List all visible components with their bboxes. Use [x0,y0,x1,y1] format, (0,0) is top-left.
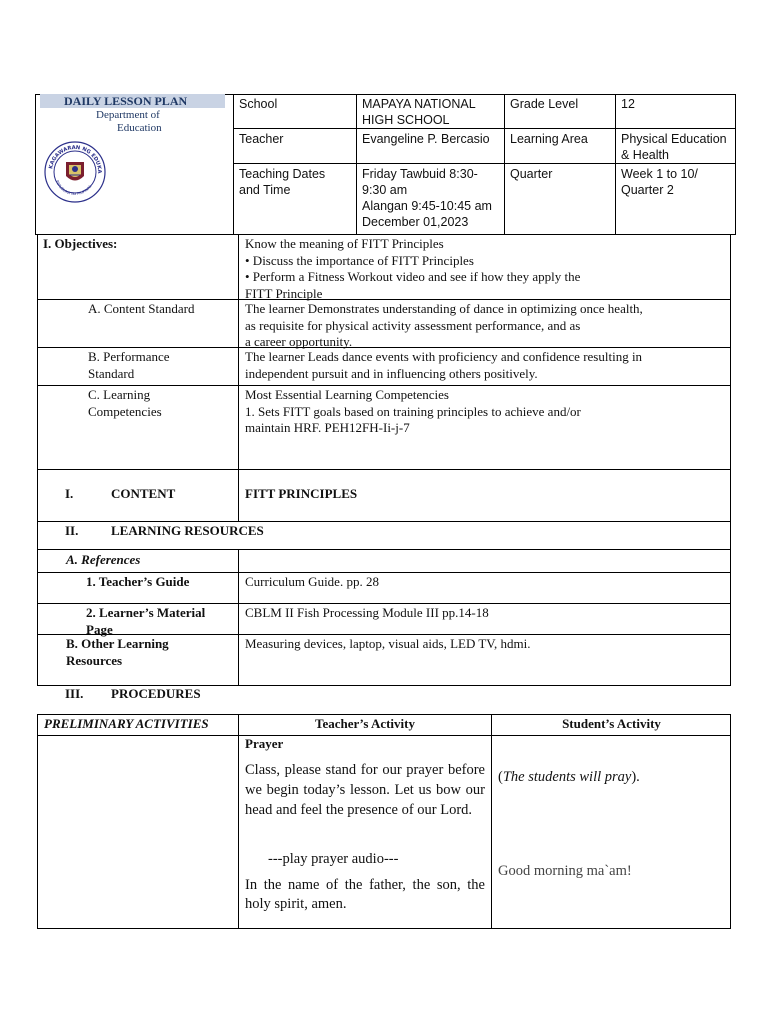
performance-standard-text: The learner Leads dance events with proficiency and confidence resulting in independent pursuit and in influencing others positively. [245,349,643,381]
content-standard-label: A. Content Standard [88,301,195,316]
teacher-label: Teacher [239,132,284,146]
divider [37,603,731,604]
learning-competencies-text: Most Essential Learning Competencies 1. Sets FITT goals based on training principles to achieve and/or maintain HRF. PEH12FH-Ii-j-7 [245,387,581,435]
grade-level-value: 12 [621,97,635,111]
department-line: Department of [96,109,160,121]
objectives-text: Know the meaning of FITT Principles • Discuss the importance of FITT Principles • Perform a Fitness Workout video and see if how they apply the FITT Principle [245,236,581,301]
learning-area-value: Physical Education & Health [621,132,727,162]
divider [37,385,731,386]
svg-text:REPUBLIKA NG PILIPINAS: REPUBLIKA NG PILIPINAS [54,179,93,197]
divider [233,94,234,235]
learning-competencies-label: C. Learning Competencies [88,387,162,419]
other-resources-value: Measuring devices, laptop, visual aids, LED TV, hdmi. [245,636,531,651]
procedures-label: PROCEDURES [111,686,201,701]
divider [615,94,616,235]
student-greeting: Good morning ma`am! [498,863,632,879]
divider [233,128,736,129]
school-value: MAPAYA NATIONAL HIGH SCHOOL [362,97,476,127]
teaching-dates-label: Teaching Dates and Time [239,167,326,197]
divider [233,163,736,164]
school-label: School [239,97,278,111]
prayer-text: Class, please stand for our prayer before we begin today’s lesson. Let us bow our head and feel the presence of our Lord. [245,762,485,819]
divider [238,549,239,686]
teachers-activity-header: Teacher’s Activity [314,716,415,731]
divider [37,735,731,736]
department-line: Education [117,122,162,134]
divider [504,94,505,235]
divider [491,714,492,929]
divider [37,521,731,522]
content-number: I. [65,486,74,501]
student-pray-response [498,768,640,786]
content-value: FITT PRINCIPLES [245,486,358,501]
prayer-audio-note: ---play prayer audio--- [268,851,399,867]
learning-resources-number: II. [65,523,79,538]
performance-standard-label: B. Performance Standard [88,349,170,381]
learning-area-label: Learning Area [510,132,588,146]
students-activity-header: Student’s Activity [562,716,661,731]
student-pray-text: The students will pray [502,769,632,785]
page-title: DAILY LESSON PLAN [40,94,225,108]
learning-resources-label: LEARNING RESOURCES [111,523,264,538]
learners-material-value: CBLM II Fish Processing Module III pp.14-18 [245,605,489,620]
divider [238,235,239,521]
learners-material-label: 2. Learner’s Material Page [86,605,206,637]
paren-close: ). [631,769,640,785]
svg-text:KAGAWARAN NG EDUKASYON: KAGAWARAN NG EDUKA [48,144,103,174]
paren-open: ( [498,769,503,785]
content-label: CONTENT [111,486,176,501]
divider [37,572,731,573]
divider [37,469,731,470]
teacher-value: Evangeline P. Bercasio [362,132,490,146]
divider [37,549,731,550]
other-resources-label: B. Other Learning Resources [66,636,169,668]
prayer-closing: In the name of the father, the son, the holy spirit, amen. [245,877,485,912]
references-label: A. References [66,552,141,567]
objectives-label: I. Objectives: [43,236,118,251]
procedures-number: III. [65,686,84,701]
divider [356,94,357,235]
quarter-value: Week 1 to 10/ Quarter 2 [621,167,698,197]
teachers-guide-label: 1. Teacher’s Guide [86,574,190,589]
prayer-heading: Prayer [245,736,284,751]
preliminary-activities-header: PRELIMINARY ACTIVITIES [44,716,209,731]
quarter-label: Quarter [510,167,553,181]
divider [238,714,239,929]
teaching-dates-value: Friday Tawbuid 8:30- 9:30 am Alangan 9:45-10:45 am December 01,2023 [362,167,492,229]
deped-seal-logo [44,141,106,203]
content-standard-text: The learner Demonstrates understanding of dance in optimizing once health, as requisite for physical activity assessment performance, and as a career opportunity. [245,301,643,349]
grade-level-label: Grade Level [510,97,579,111]
teachers-guide-value: Curriculum Guide. pp. 28 [245,574,379,589]
